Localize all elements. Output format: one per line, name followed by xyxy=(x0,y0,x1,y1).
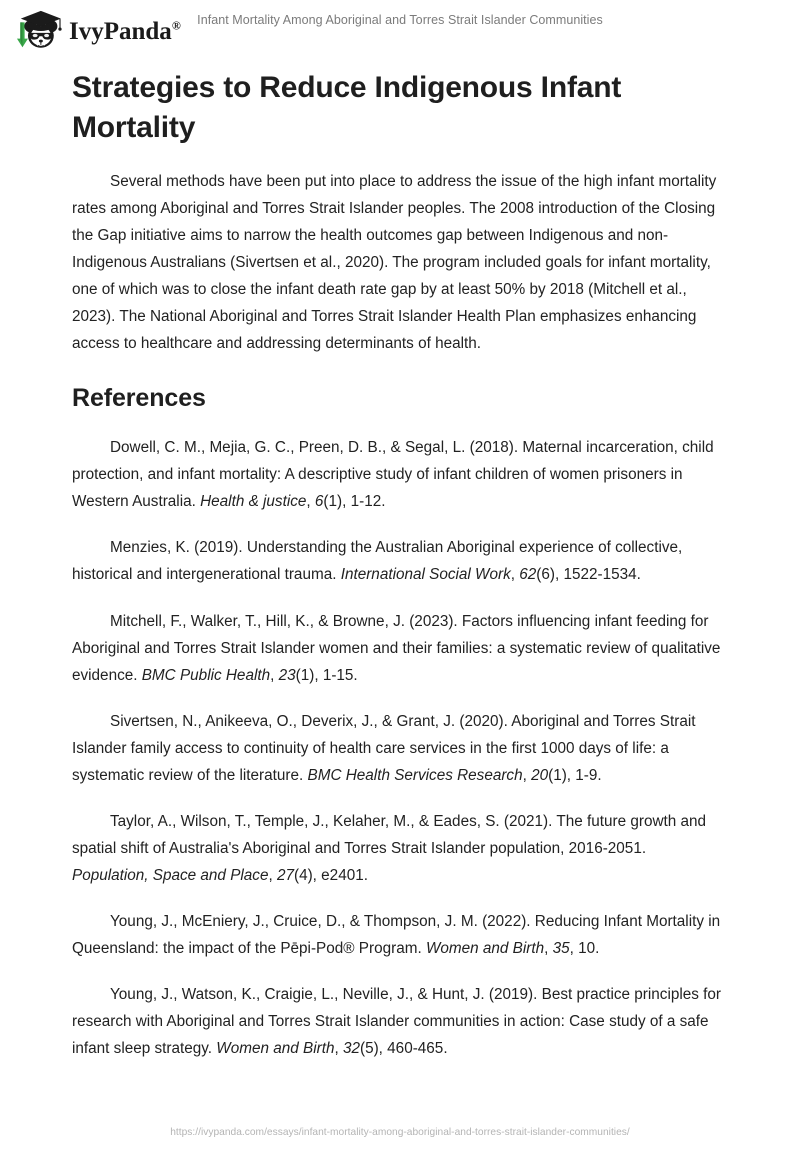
reference-source-title: BMC Public Health xyxy=(141,666,271,684)
reference-separator: , xyxy=(544,940,553,958)
reference-volume: 6 xyxy=(314,493,324,511)
reference-separator: , xyxy=(268,867,277,885)
reference-entry xyxy=(72,608,724,689)
reference-text-post: (4), e2401. xyxy=(293,867,368,885)
reference-text-pre: Sivertsen, N., Anikeeva, O., Deverix, J., & Grant, J. (2020). Aboriginal and Torres Strait Islander family access to continuity of health care services in the first 1000 days of life: a systematic review of the literature. xyxy=(72,712,696,784)
registered-mark: ® xyxy=(171,18,181,33)
reference-volume: 35 xyxy=(552,940,570,958)
reference-text-post: , 10. xyxy=(569,940,600,958)
footer-source-url[interactable]: https://ivypanda.com/essays/infant-mortality-among-aboriginal-and-torres-strait-islander-communities/ xyxy=(170,1127,630,1138)
references-heading: References xyxy=(72,384,206,413)
reference-separator: , xyxy=(270,666,279,684)
reference-text-pre: Young, J., Watson, K., Craigie, L., Neville, J., & Hunt, J. (2019). Best practice principles for research with Aboriginal and Torres Strait Islander communities in action: Case study of a safe infant sleep strategy. xyxy=(72,986,722,1058)
reference-volume: 62 xyxy=(519,566,537,584)
reference-source-title: Women and Birth xyxy=(425,940,545,958)
running-head-title: Infant Mortality Among Aboriginal and Torres Strait Islander Communities xyxy=(197,13,603,27)
reference-text-pre: Menzies, K. (2019). Understanding the Australian Aboriginal experience of collective, historical and intergenerational trauma. xyxy=(72,539,683,584)
page-header xyxy=(0,0,800,60)
reference-volume: 20 xyxy=(531,766,549,784)
references-list xyxy=(72,434,724,1062)
reference-text-post: (1), 1-15. xyxy=(295,666,358,684)
reference-separator: , xyxy=(522,766,532,784)
reference-volume: 32 xyxy=(342,1040,360,1058)
reference-source-title: BMC Health Services Research xyxy=(307,766,523,784)
reference-separator: , xyxy=(510,566,520,584)
reference-volume: 27 xyxy=(276,867,294,885)
reference-volume: 23 xyxy=(278,666,296,684)
body-paragraph: Several methods have been put into place to address the issue of the high infant mortality rates among Aboriginal and Torres Strait Islander peoples. The 2008 introduction of the Closing the Gap initiative aims to narrow the health outcomes gap between Indigenous and non-Indigenous Australians (Sivertsen et al., 2020). The program included goals for infant mortality, one of which was to close the infant death rate gap by at least 50% by 2018 (Mitchell et al., 2023). The National Aboriginal and Torres Strait Islander Health Plan emphasizes enhancing access to healthcare and addressing determinants of health. xyxy=(72,172,717,353)
reference-entry xyxy=(72,981,724,1062)
reference-text-pre: Mitchell, F., Walker, T., Hill, K., & Browne, J. (2023). Factors influencing infant feeding for Aboriginal and Torres Strait Islander women and their families: a systematic review of qualitative evidence. xyxy=(72,612,721,684)
reference-entry xyxy=(72,908,724,962)
reference-separator: , xyxy=(334,1040,343,1058)
reference-source-title: Health & justice xyxy=(200,493,307,511)
reference-text-pre: Dowell, C. M., Mejia, G. C., Preen, D. B., & Segal, L. (2018). Maternal incarceration, child protection, and infant mortality: A descriptive study of infant children of women prisoners in Western Australia. xyxy=(72,439,714,511)
document-body xyxy=(72,68,724,1062)
reference-source-title: Women and Birth xyxy=(216,1040,335,1058)
reference-source-title: International Social Work xyxy=(340,566,511,584)
reference-entry xyxy=(72,534,724,588)
reference-entry xyxy=(72,808,724,889)
reference-text-pre: Taylor, A., Wilson, T., Temple, J., Kelaher, M., & Eades, S. (2021). The future growth and spatial shift of Australia's Aboriginal and Torres Strait Islander population, 2016-2051. xyxy=(72,812,707,857)
reference-entry xyxy=(72,708,724,789)
reference-text-post: (6), 1522-1534. xyxy=(536,566,641,584)
reference-source-title: Population, Space and Place xyxy=(72,867,269,885)
page-title: Strategies to Reduce Indigenous Infant Mortality xyxy=(72,71,622,144)
reference-text-post: (1), 1-9. xyxy=(548,766,602,784)
reference-text-post: (5), 460-465. xyxy=(359,1040,448,1058)
brand-name: IvyPanda® xyxy=(69,17,181,45)
reference-entry xyxy=(72,434,724,515)
reference-text-pre: Young, J., McEniery, J., Cruice, D., & Thompson, J. M. (2022). Reducing Infant Mortality in Queensland: the impact of the Pēpi-Pod® Program. xyxy=(72,913,721,958)
reference-separator: , xyxy=(306,493,315,511)
reference-text-post: (1), 1-12. xyxy=(323,493,386,511)
